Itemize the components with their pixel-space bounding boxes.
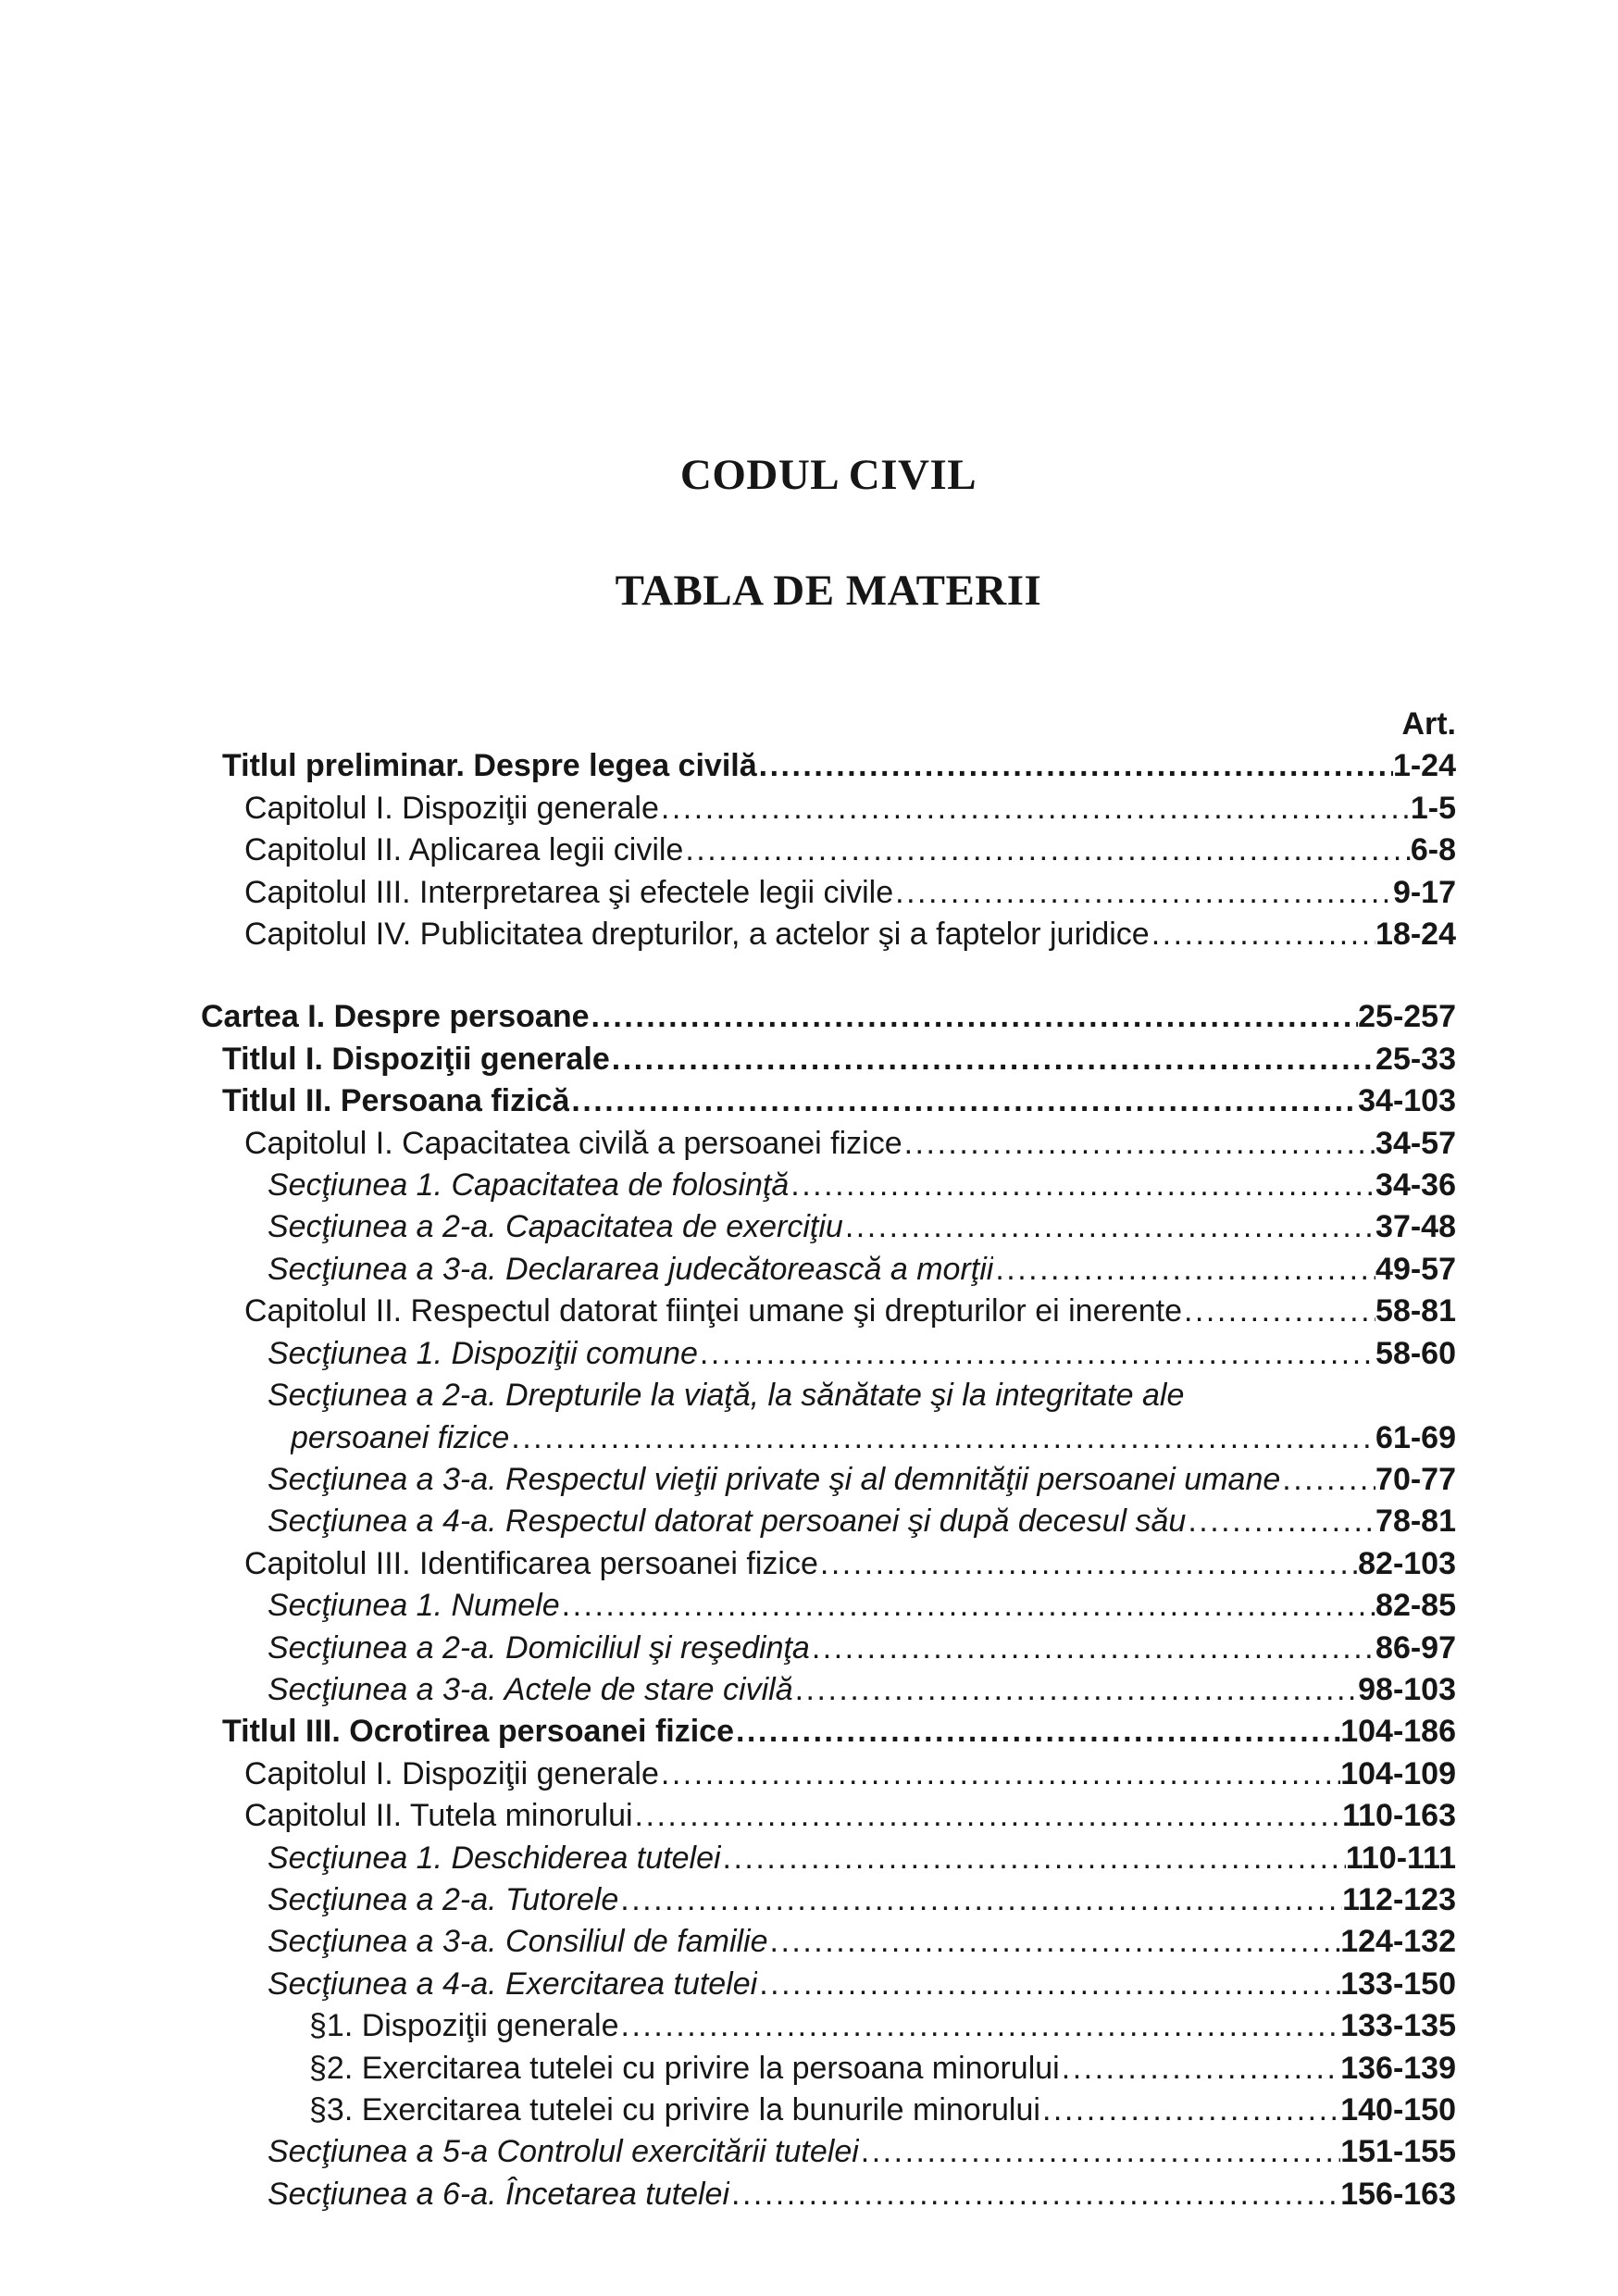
dot-leader [1151,914,1375,955]
toc-entry-article-range: 78-81 [1375,1504,1456,1540]
toc-entry-label: Secţiunea a 3-a. Declararea judecătorească a morţii [268,1251,994,1287]
toc-row [201,1921,1456,1963]
document-title: CODUL CIVIL [679,451,977,499]
dot-leader [620,1879,1342,1921]
toc-row [201,1585,1456,1627]
toc-entry-label: §2. Exercitarea tutelei cu privire la persoana minorului [309,2050,1060,2086]
toc-entry-article-range: 34-103 [1358,1083,1456,1119]
toc-row [201,788,1456,830]
dot-leader [812,1628,1375,1669]
toc-entry-label: Secţiunea a 4-a. Exercitarea tutelei [268,1965,758,2002]
toc-entry-label: Capitolul III. Interpretarea şi efectele legii civile [244,874,894,910]
table-of-contents-heading: TABLA DE MATERII [615,567,1042,615]
toc-entry-article-range: 82-103 [1358,1545,1456,1581]
toc-entry-article-range: 124-132 [1340,1924,1456,1960]
toc-row [201,914,1456,955]
dot-leader [759,1964,1340,2005]
toc-entry-article-range: 136-139 [1340,2050,1456,2086]
dot-leader [661,788,1411,830]
dot-leader [700,1333,1375,1375]
dot-leader [591,996,1359,1038]
toc-entry-article-range: 110-163 [1342,1798,1456,1834]
toc-entry-article-range: 25-257 [1358,999,1456,1035]
toc-entry-label: Secţiunea a 3-a. Actele de stare civilă [268,1671,793,1707]
toc-entry-label: Titlul III. Ocrotirea persoanei fizice [222,1714,734,1750]
toc-entry-article-range: 82-85 [1375,1588,1456,1624]
toc-entry-article-range: 133-135 [1340,2008,1456,2044]
toc-entry-label: Secţiunea 1. Dispoziţii comune [268,1335,698,1371]
toc-entry-label: Secţiunea a 3-a. Consiliul de familie [268,1924,768,1960]
toc-entry-label: Capitolul I. Dispoziţii generale [244,1755,659,1791]
toc-row [201,2131,1456,2173]
toc-entry-label: Secţiunea 1. Capacitatea de folosinţă [268,1167,790,1204]
toc-entry-article-range: 98-103 [1358,1671,1456,1707]
toc-entry-label: Titlul I. Dispoziţii generale [222,1041,610,1077]
toc-row [201,1711,1456,1753]
toc-row [201,1333,1456,1375]
dot-leader [612,1039,1375,1080]
toc-entry-article-range: 58-81 [1375,1293,1456,1329]
toc-row [201,1879,1456,1921]
toc-entry-article-range: 156-163 [1340,2176,1456,2212]
toc-entry-label: Capitolul II. Tutela minorului [244,1798,633,1834]
toc-row [201,1838,1456,1879]
toc-row [201,1039,1456,1080]
toc-row [201,2174,1456,2215]
dot-leader [861,2131,1340,2173]
toc-row [201,1628,1456,1669]
toc-entry-label: persoanei fizice [291,1419,510,1455]
dot-leader [736,1711,1340,1753]
dot-leader [995,1249,1375,1291]
toc-entry-article-range: 6-8 [1410,832,1456,868]
toc-entry-label: Capitolul I. Dispoziţii generale [244,790,659,826]
dot-leader [770,1921,1341,1963]
toc-entry-label: Cartea I. Despre persoane [201,999,590,1035]
dot-leader [1282,1459,1375,1501]
toc-row [201,2048,1456,2090]
toc-entry-label: Secţiunea 1. Deschiderea tutelei [268,1840,721,1876]
toc-entry-article-range: 140-150 [1340,2092,1456,2128]
toc-entry-article-range: 1-24 [1392,748,1456,784]
toc-row [201,1080,1456,1122]
dot-leader [511,1417,1375,1459]
dot-leader [685,830,1411,871]
toc-entry-label: Capitolul II. Aplicarea legii civile [244,832,684,868]
dot-leader [820,1543,1358,1585]
toc-row [201,1669,1456,1711]
toc-row [201,996,1456,1038]
toc-row [201,1165,1456,1206]
toc-row [201,1206,1456,1248]
toc-entry-label: §3. Exercitarea tutelei cu privire la bunurile minorului [309,2092,1040,2128]
dot-leader [790,1165,1375,1206]
dot-leader [562,1585,1375,1627]
toc-entry-label: Secţiunea 1. Numele [268,1588,560,1624]
toc-entry-label: Secţiunea a 2-a. Capacitatea de exerciţiu [268,1209,843,1245]
toc-row [201,2005,1456,2047]
toc-entry-label: Secţiunea a 6-a. Încetarea tutelei [268,2176,729,2212]
toc-row [201,1375,1456,1416]
toc-entry-label: Capitolul I. Capacitatea civilă a persoanei fizice [244,1125,902,1161]
dot-leader [723,1838,1346,1879]
toc-entry-label: Secţiunea a 2-a. Domiciliul şi reşedinţa [268,1629,810,1666]
toc-row [201,1417,1456,1459]
dot-leader [904,1123,1375,1165]
toc-entry-label: Secţiunea a 2-a. Drepturile la viaţă, la sănătate şi la integritate ale [268,1378,1185,1414]
toc-entry-article-range: 151-155 [1340,2134,1456,2170]
toc-entry-label: Secţiunea a 4-a. Respectul datorat persoanei şi după decesul său [268,1504,1187,1540]
toc-entry-article-range: 104-186 [1340,1714,1456,1750]
toc-entry-article-range: 112-123 [1342,1881,1456,1917]
dot-leader [845,1206,1375,1248]
article-column-header: Art. [1401,706,1456,742]
toc-entry-article-range: 18-24 [1375,917,1456,953]
toc-block-spacer [201,955,1456,996]
toc-entry-label: §1. Dispoziţii generale [309,2008,619,2044]
toc-row [201,1459,1456,1501]
toc-row [201,1964,1456,2005]
toc-entry-article-range: 110-111 [1345,1840,1456,1876]
toc-entry-label: Titlul II. Persoana fizică [222,1083,570,1119]
dot-leader [1184,1291,1375,1332]
dot-leader [635,1795,1343,1837]
toc-row [201,1501,1456,1542]
toc-entry-article-range: 9-17 [1392,874,1456,910]
toc-entry-article-range: 1-5 [1410,790,1456,826]
dot-leader [621,2005,1341,2047]
toc-entry-article-range: 58-60 [1375,1335,1456,1371]
toc-entry-article-range: 70-77 [1375,1461,1456,1497]
toc-row [201,2090,1456,2131]
toc-entry-article-range: 49-57 [1375,1251,1456,1287]
toc-entry-label: Secţiunea a 5-a Controlul exercitării tutelei [268,2134,859,2170]
toc-entry-article-range: 34-36 [1375,1167,1456,1204]
dot-leader [571,1080,1358,1122]
toc-row [201,1123,1456,1165]
toc-entry-article-range: 34-57 [1375,1125,1456,1161]
dot-leader [1062,2048,1340,2090]
toc-row [201,1543,1456,1585]
toc-entry-label: Secţiunea a 2-a. Tutorele [268,1881,619,1917]
toc-row [201,830,1456,871]
dot-leader [731,2174,1340,2215]
toc-entry-label: Capitolul II. Respectul datorat fiinţei umane şi drepturilor ei inerente [244,1293,1182,1329]
toc-row [201,1291,1456,1332]
toc-entry-label: Secţiunea a 3-a. Respectul vieţii private şi al demnităţii persoanei umane [268,1461,1281,1497]
toc-entry-article-range: 86-97 [1375,1629,1456,1666]
toc-row [201,1249,1456,1291]
toc-entry-list [201,745,1456,2215]
dot-leader [759,745,1393,787]
toc-entry-article-range: 25-33 [1375,1041,1456,1077]
toc-entry-article-range: 133-150 [1340,1965,1456,2002]
toc-entry-label: Capitolul III. Identificarea persoanei fizice [244,1545,818,1581]
dot-leader [795,1669,1359,1711]
toc-entry-label: Titlul preliminar. Despre legea civilă [222,748,757,784]
dot-leader [661,1753,1340,1795]
toc-entry-article-range: 104-109 [1340,1755,1456,1791]
dot-leader [1042,2090,1340,2131]
toc-row [201,1795,1456,1837]
toc-entry-label: Capitolul IV. Publicitatea drepturilor, a actelor şi a faptelor juridice [244,917,1150,953]
toc-row [201,745,1456,787]
toc-row [201,872,1456,914]
dot-leader [1188,1501,1375,1542]
table-of-contents [201,704,1456,2215]
toc-entry-article-range: 37-48 [1375,1209,1456,1245]
toc-row [201,1753,1456,1795]
dot-leader [895,872,1393,914]
toc-entry-article-range: 61-69 [1375,1419,1456,1455]
